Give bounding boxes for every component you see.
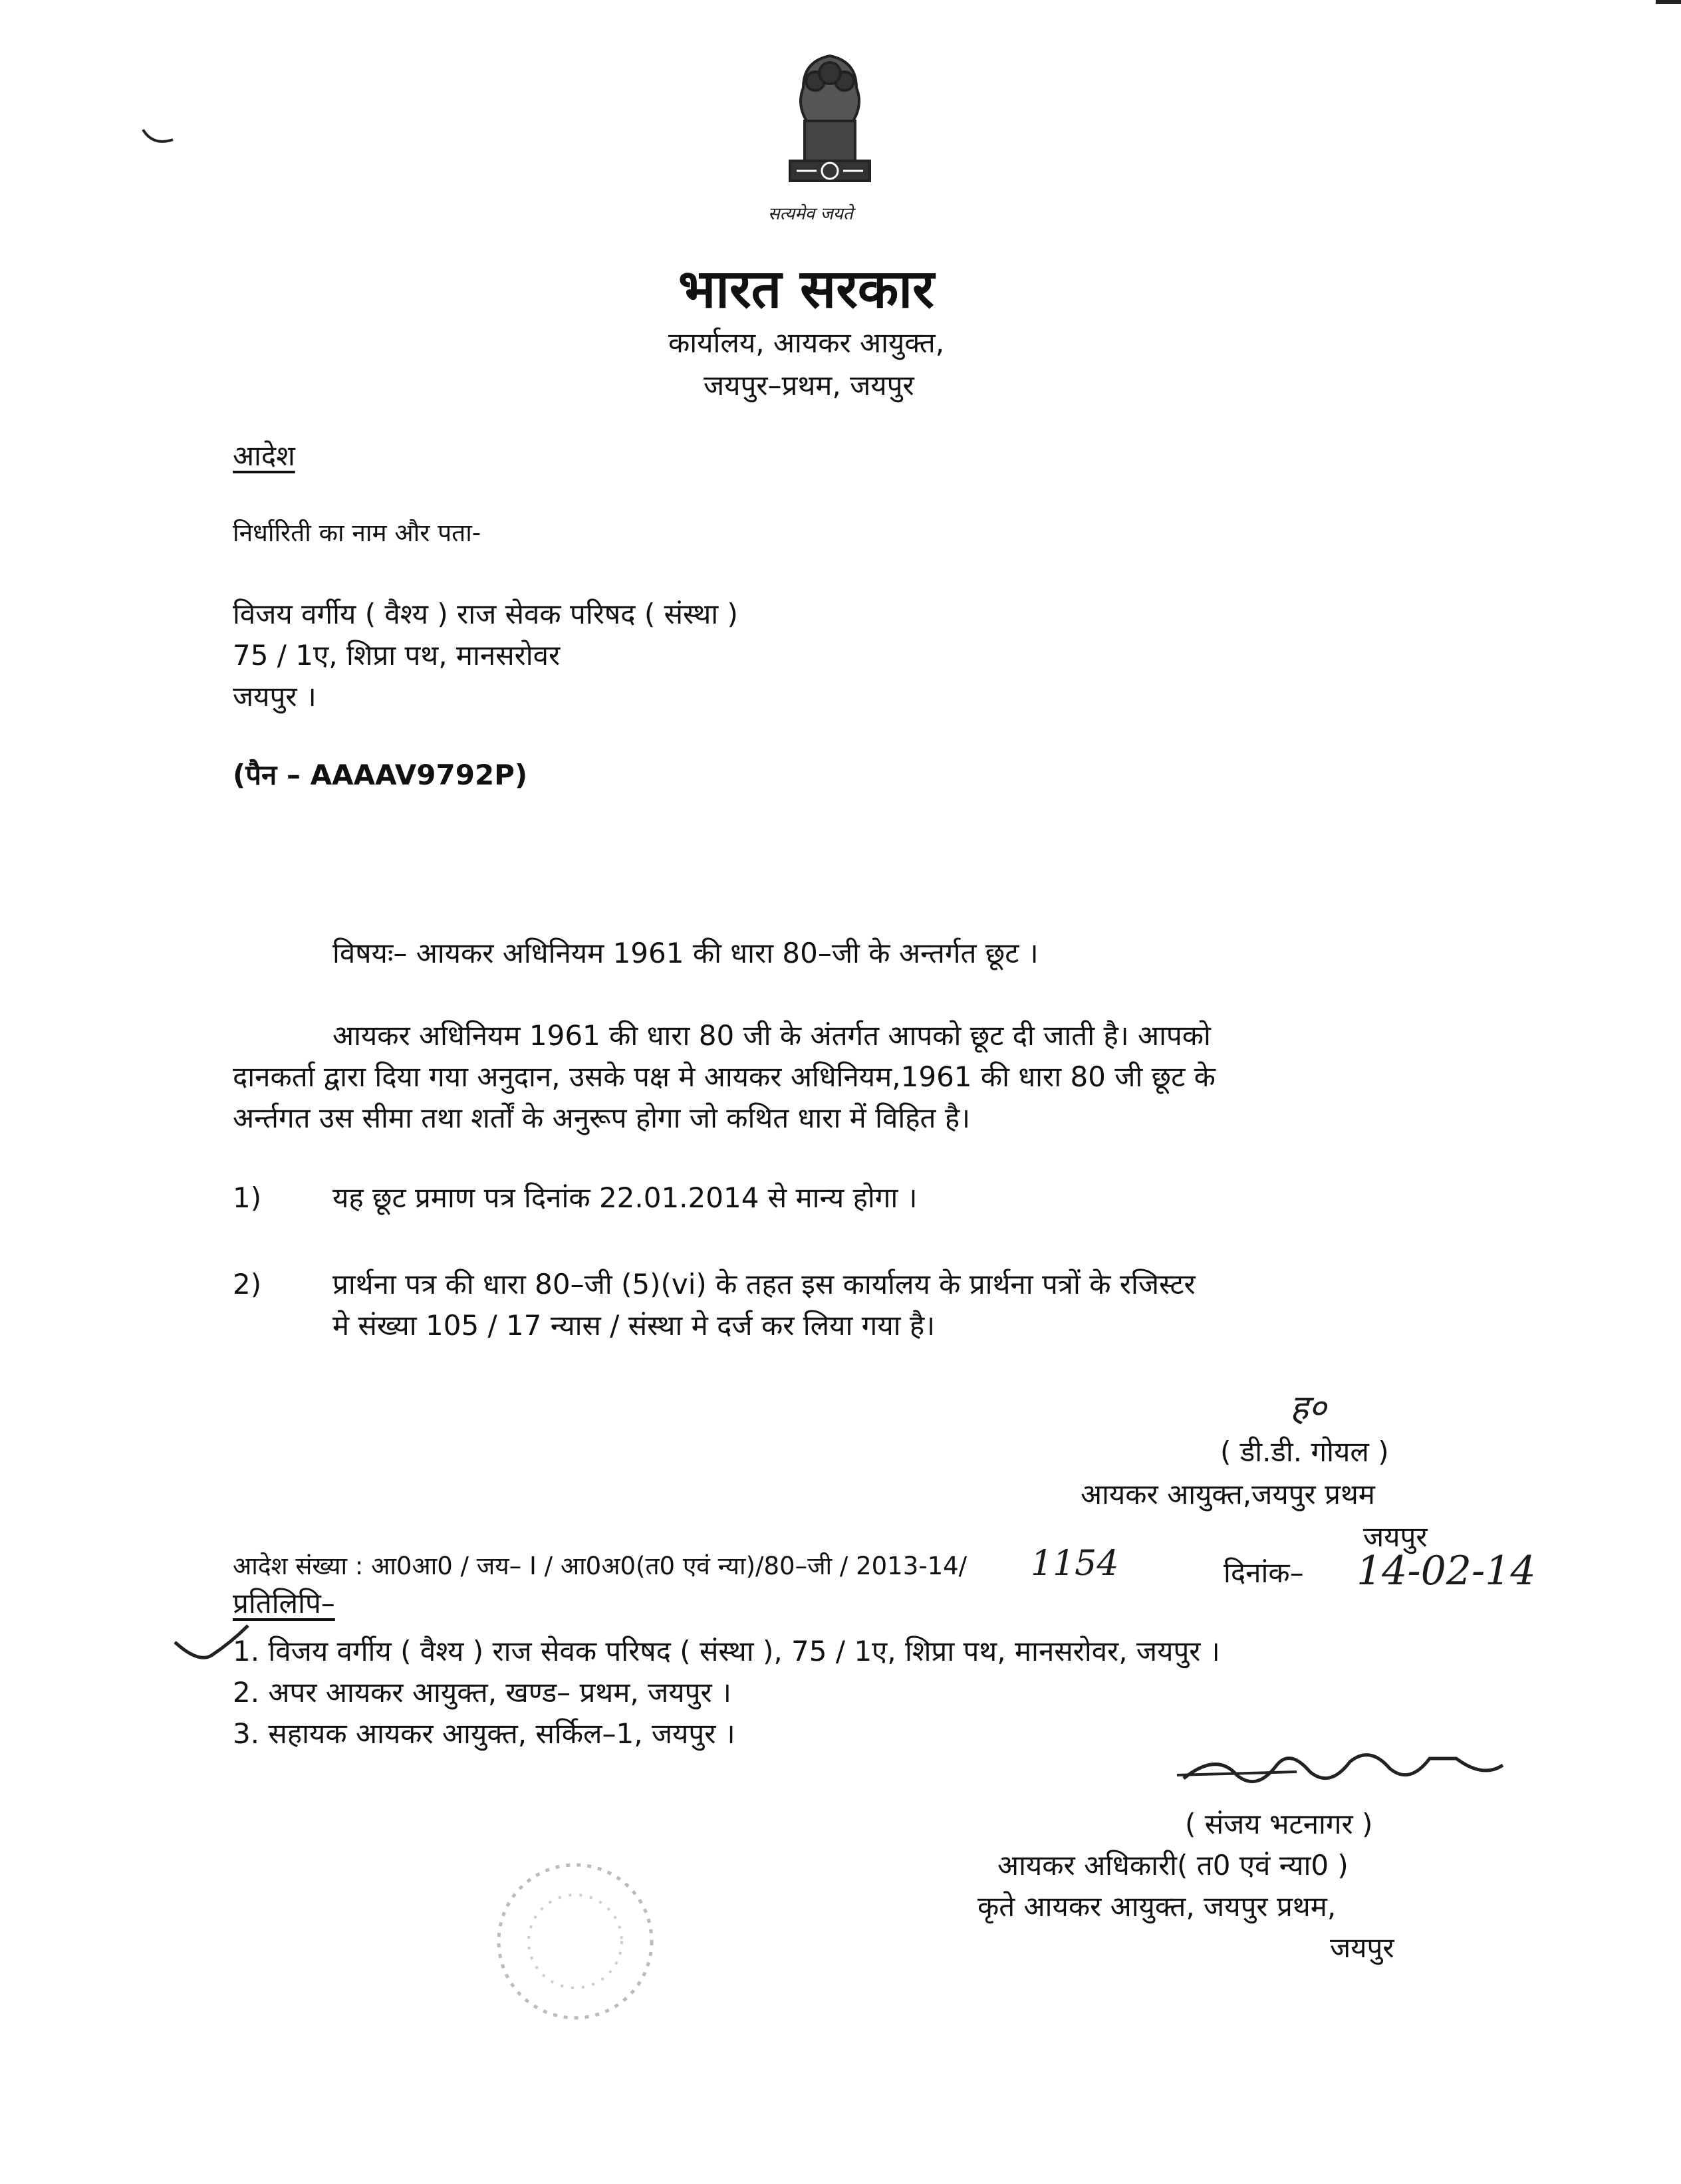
date-handwritten: 14-02-14 bbox=[1357, 1548, 1536, 1594]
copy-item: 1. विजय वर्गीय ( वैश्य ) राज सेवक परिषद ( संस्था ), 75 / 1ए, शिप्रा पथ, मानसरोवर, जयपुर । bbox=[233, 1635, 1220, 1667]
assessee-label: निर्धारिती का नाम और पता- bbox=[233, 519, 481, 547]
assessee-address-line1: 75 / 1ए, शिप्रा पथ, मानसरोवर bbox=[233, 639, 561, 671]
point-text: प्रार्थना पत्र की धारा 80–जी (5)(vi) के तहत इस कार्यालय के प्रार्थना पत्रों के रजिस्टर bbox=[332, 1268, 1196, 1300]
body-line: अर्न्तगत उस सीमा तथा शर्तों के अनुरूप होगा जो कथित धारा में विहित है। bbox=[233, 1102, 971, 1134]
signatory2-city: जयपुर bbox=[1330, 1931, 1394, 1964]
emblem-motto: सत्यमेव जयते bbox=[768, 204, 853, 224]
subject-line: विषयः– आयकर अधिनियम 1961 की धारा 80–जी के अन्तर्गत छूट । bbox=[332, 937, 1039, 969]
point-text: मे संख्या 105 / 17 न्यास / संस्था मे दर्ज कर लिया गया है। bbox=[332, 1309, 936, 1342]
signatory-designation: आयकर आयुक्त,जयपुर प्रथम bbox=[1081, 1478, 1375, 1511]
signatory-name: ( डी.डी. गोयल ) bbox=[1220, 1435, 1389, 1468]
assessee-address-line2: जयपुर । bbox=[233, 680, 317, 713]
order-heading: आदेश bbox=[233, 439, 295, 472]
signatory2-designation: आयकर अधिकारी( त0 एवं न्या0 ) bbox=[997, 1849, 1349, 1881]
handwritten-signature bbox=[1177, 1739, 1509, 1801]
page-edge-mark bbox=[1656, 0, 1681, 4]
point-number: 1) bbox=[233, 1181, 262, 1214]
copy-item: 2. अपर आयकर आयुक्त, खण्ड– प्रथम, जयपुर । bbox=[233, 1676, 731, 1709]
signature-initial: ह० bbox=[1290, 1388, 1327, 1428]
assessee-name: विजय वर्गीय ( वैश्य ) राज सेवक परिषद ( संस्था ) bbox=[233, 598, 738, 630]
signatory2-name: ( संजय भटनागर ) bbox=[1185, 1808, 1373, 1840]
office-seal-icon bbox=[489, 1855, 662, 2030]
page-title: भारत सरकार bbox=[678, 258, 934, 320]
signatory-city: जयपुर bbox=[1363, 1520, 1428, 1553]
signatory2-for: कृते आयकर आयुक्त, जयपुर प्रथम, bbox=[977, 1890, 1337, 1923]
point-number: 2) bbox=[233, 1268, 262, 1300]
copy-item: 3. सहायक आयकर आयुक्त, सर्किल–1, जयपुर । bbox=[233, 1717, 735, 1750]
office-city-line: जयपुर–प्रथम, जयपुर bbox=[704, 369, 914, 402]
national-emblem-icon bbox=[763, 41, 896, 207]
body-line: आयकर अधिनियम 1961 की धारा 80 जी के अंतर्गत आपको छूट दी जाती है। आपको bbox=[332, 1019, 1211, 1052]
order-number-handwritten: 1154 bbox=[1031, 1544, 1119, 1584]
assessee-pan: (पैन – AAAAV9792P) bbox=[233, 759, 528, 791]
copy-heading: प्रतिलिपि– bbox=[233, 1587, 335, 1620]
body-line: दानकर्ता द्वारा दिया गया अनुदान, उसके पक्ष मे आयकर अधिनियम,1961 की धारा 80 जी छूट के bbox=[233, 1060, 1216, 1093]
order-number: आदेश संख्या : आ0आ0 / जय– I / आ0अ0(त0 एवं न्या)/80–जी / 2013-14/ bbox=[233, 1552, 968, 1580]
scan-mark bbox=[140, 126, 180, 156]
point-text: यह छूट प्रमाण पत्र दिनांक 22.01.2014 से मान्य होगा । bbox=[332, 1181, 918, 1214]
office-line: कार्यालय, आयकर आयुक्त, bbox=[668, 326, 945, 359]
date-label: दिनांक– bbox=[1224, 1556, 1304, 1589]
